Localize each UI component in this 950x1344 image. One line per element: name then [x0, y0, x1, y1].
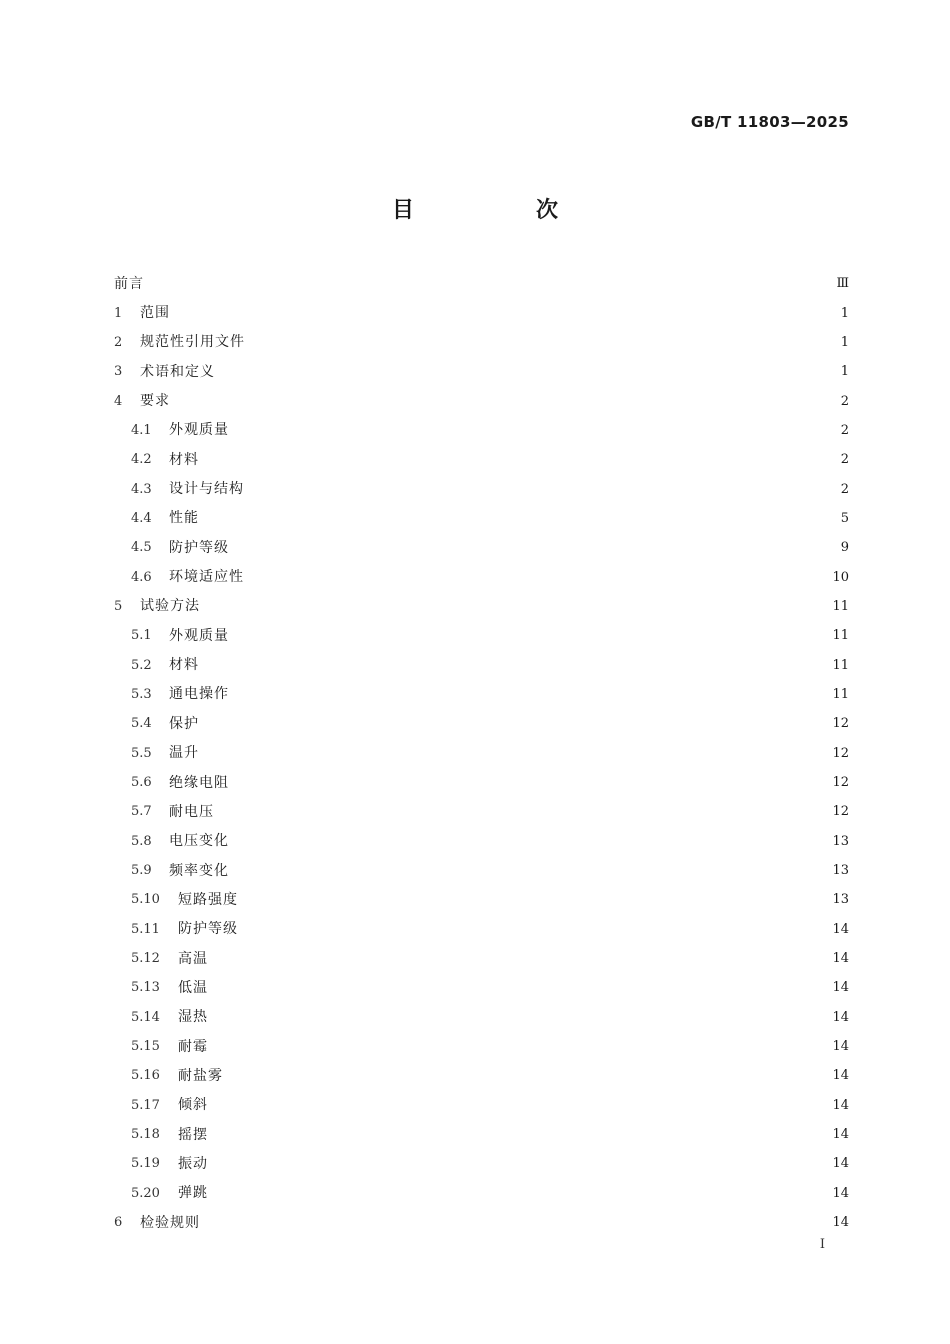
- toc-entry-page: 14: [832, 1009, 849, 1025]
- toc-entry[interactable]: [114, 533, 849, 562]
- toc-entry-number: 5.20: [131, 1185, 160, 1201]
- toc-entry[interactable]: [114, 504, 849, 533]
- toc-entry-label: 弹跳: [178, 1185, 208, 1202]
- toc-entry[interactable]: [114, 386, 849, 415]
- toc-entry-label: 倾斜: [178, 1097, 208, 1114]
- toc-entry-label: 范围: [140, 305, 170, 322]
- toc-entry-page: 1: [840, 305, 849, 321]
- toc-entry[interactable]: [114, 445, 849, 474]
- toc-entry-page: 1: [840, 334, 849, 350]
- page-title: 目 次: [391, 198, 608, 223]
- toc-entry-page: 11: [832, 628, 849, 644]
- toc-entry[interactable]: [114, 474, 849, 503]
- toc-entry-number: 4.1: [131, 422, 152, 438]
- dot-leader: [214, 952, 826, 966]
- dot-leader: [220, 805, 826, 819]
- toc-entry-number: 5.9: [131, 863, 152, 879]
- dot-leader: [235, 541, 829, 555]
- dot-leader: [205, 453, 829, 467]
- toc-entry-page: 12: [832, 804, 849, 820]
- toc-entry-number: 4.6: [131, 569, 152, 585]
- dot-leader: [214, 1098, 826, 1112]
- dot-leader: [235, 864, 826, 878]
- toc-entry-page: 9: [840, 540, 849, 556]
- toc-entry-label: 耐霉: [178, 1038, 208, 1055]
- toc-entry-number: 4: [114, 393, 123, 409]
- toc-entry[interactable]: [114, 680, 849, 709]
- toc-entry-number: 5.3: [131, 686, 152, 702]
- dot-leader: [205, 746, 826, 760]
- dot-leader: [251, 335, 829, 349]
- toc-entry-number: 3: [114, 364, 123, 380]
- dot-leader: [221, 365, 829, 379]
- toc-entry[interactable]: [114, 797, 849, 826]
- toc-entry-label: 电压变化: [169, 833, 229, 850]
- toc-entry[interactable]: [114, 885, 849, 914]
- toc-entry-label: 保护: [169, 715, 199, 732]
- dot-leader: [235, 834, 826, 848]
- toc-entry-label: 短路强度: [178, 891, 238, 908]
- toc-entry-number: 5.13: [131, 980, 160, 996]
- dot-leader: [250, 570, 826, 584]
- dot-leader: [206, 1216, 826, 1230]
- toc-entry-page: 14: [832, 1127, 849, 1143]
- toc-entry[interactable]: [114, 827, 849, 856]
- dot-leader: [214, 1040, 826, 1054]
- toc-entry-number: 5.16: [131, 1068, 160, 1084]
- toc-entry-page: 14: [832, 980, 849, 996]
- toc-entry-page: 12: [832, 775, 849, 791]
- toc-entry-page: 10: [832, 569, 849, 585]
- toc-entry[interactable]: [114, 739, 849, 768]
- toc-entry-number: 4.2: [131, 452, 152, 468]
- dot-leader: [214, 1010, 826, 1024]
- toc-entry-number: 5.19: [131, 1156, 160, 1172]
- toc-entry-page: 12: [832, 716, 849, 732]
- toc-entry-number: 5.5: [131, 745, 152, 761]
- dot-leader: [214, 1157, 826, 1171]
- toc-entry-label: 试验方法: [140, 598, 200, 615]
- toc-entry-number: 5.18: [131, 1127, 160, 1143]
- toc-entry-page: 2: [840, 481, 849, 497]
- dot-leader: [205, 511, 829, 525]
- toc-entry-page: 2: [840, 452, 849, 468]
- toc-entry-label: 低温: [178, 979, 208, 996]
- dot-leader: [214, 1186, 826, 1200]
- toc-entry-page: 14: [832, 1068, 849, 1084]
- toc-entry-number: 5.12: [131, 951, 160, 967]
- toc-entry-number: 5.7: [131, 804, 152, 820]
- toc-entry[interactable]: [114, 768, 849, 797]
- toc-entry-label: 绝缘电阻: [169, 774, 229, 791]
- toc-entry[interactable]: [114, 856, 849, 885]
- toc-entry-label: 高温: [178, 950, 208, 967]
- toc-entry-page: 14: [832, 921, 849, 937]
- toc-entry-label: 外观质量: [169, 627, 229, 644]
- toc-entry-number: 5: [114, 598, 123, 614]
- dot-leader: [214, 981, 826, 995]
- dot-leader: [229, 1069, 826, 1083]
- toc-entry[interactable]: [114, 650, 849, 679]
- dot-leader: [250, 482, 829, 496]
- toc-entry-page: Ⅲ: [836, 276, 849, 292]
- toc-entry[interactable]: [114, 1032, 849, 1061]
- toc-entry-page: 2: [840, 422, 849, 438]
- toc-entry-page: 14: [832, 1185, 849, 1201]
- dot-leader: [205, 658, 826, 672]
- toc-entry[interactable]: [114, 709, 849, 738]
- dot-leader: [244, 922, 826, 936]
- toc-entry-label: 性能: [169, 510, 199, 527]
- dot-leader: [206, 599, 826, 613]
- toc-entry-label: 检验规则: [140, 1214, 200, 1231]
- toc-entry[interactable]: [114, 328, 849, 357]
- toc-entry[interactable]: [114, 1179, 849, 1208]
- toc-entry[interactable]: [114, 357, 849, 386]
- toc-entry-number: 5.17: [131, 1097, 160, 1113]
- toc-entry-label: 耐电压: [169, 803, 214, 820]
- toc-entry-number: 5.2: [131, 657, 152, 673]
- toc-entry-page: 11: [832, 686, 849, 702]
- toc-entry-page: 1: [840, 364, 849, 380]
- toc-entry-page: 14: [832, 1156, 849, 1172]
- toc-entry-label: 耐盐雾: [178, 1067, 223, 1084]
- toc-entry[interactable]: [114, 944, 849, 973]
- toc-entry[interactable]: [114, 1091, 849, 1120]
- toc-entry[interactable]: [114, 1003, 849, 1032]
- toc-entry[interactable]: [114, 592, 849, 621]
- toc-entry-label: 材料: [169, 657, 199, 674]
- toc-entry-number: 5.1: [131, 628, 152, 644]
- toc-entry-page: 2: [840, 393, 849, 409]
- toc-entry[interactable]: [114, 1120, 849, 1149]
- toc-entry[interactable]: [114, 1061, 849, 1090]
- toc-entry-page: 14: [832, 1039, 849, 1055]
- toc-entry-label: 设计与结构: [169, 481, 244, 498]
- toc-entry-label: 要求: [140, 393, 170, 410]
- dot-leader: [205, 717, 826, 731]
- dot-leader: [235, 776, 826, 790]
- toc-entry[interactable]: [114, 269, 849, 298]
- toc-entry[interactable]: [114, 562, 849, 591]
- toc-entry-label: 环境适应性: [169, 569, 244, 586]
- toc-entry-number: 5.10: [131, 892, 160, 908]
- toc-entry-number: 5.4: [131, 716, 152, 732]
- toc-entry-label: 防护等级: [169, 539, 229, 556]
- toc-entry-label: 振动: [178, 1155, 208, 1172]
- toc-entry-page: 11: [832, 598, 849, 614]
- toc-entry-number: 1: [114, 305, 123, 321]
- toc-entry-number: 5.15: [131, 1039, 160, 1055]
- dot-leader: [176, 306, 829, 320]
- toc-entry-number: 5.14: [131, 1009, 160, 1025]
- toc-entry-number: 4.3: [131, 481, 152, 497]
- toc-entry-page: 13: [832, 863, 849, 879]
- toc-entry-label: 外观质量: [169, 422, 229, 439]
- toc-entry-label: 术语和定义: [140, 363, 215, 380]
- toc-entry-number: 4.4: [131, 510, 152, 526]
- toc-entry-page: 11: [832, 657, 849, 673]
- toc-entry[interactable]: [114, 621, 849, 650]
- page-number: I: [819, 1237, 825, 1252]
- toc-entry-number: 5.11: [131, 921, 160, 937]
- dot-leader: [235, 687, 826, 701]
- dot-leader: [150, 277, 829, 291]
- toc-entry[interactable]: [114, 915, 849, 944]
- dot-leader: [244, 893, 826, 907]
- toc-entry-page: 14: [832, 951, 849, 967]
- toc-entry-label: 防护等级: [178, 921, 238, 938]
- toc-entry-label: 通电操作: [169, 686, 229, 703]
- toc-entry-page: 12: [832, 745, 849, 761]
- toc-entry-page: 13: [832, 892, 849, 908]
- dot-leader: [176, 394, 829, 408]
- toc-entry-number: 5.8: [131, 833, 152, 849]
- dot-leader: [235, 629, 826, 643]
- toc-entry-label: 频率变化: [169, 862, 229, 879]
- toc-entry[interactable]: [114, 1149, 849, 1178]
- toc-entry[interactable]: [114, 973, 849, 1002]
- toc-entry-page: 13: [832, 833, 849, 849]
- standard-number: GB/T 11803—2025: [690, 113, 849, 131]
- toc-entry-label: 温升: [169, 745, 199, 762]
- toc-entry-label: 规范性引用文件: [140, 334, 245, 351]
- toc-entry-page: 14: [832, 1215, 849, 1231]
- toc-entry-number: 2: [114, 334, 123, 350]
- table-of-contents: [114, 269, 849, 1237]
- toc-entry-label: 前言: [114, 275, 144, 292]
- toc-entry-label: 材料: [169, 451, 199, 468]
- toc-entry-page: 14: [832, 1097, 849, 1113]
- toc-entry[interactable]: [114, 416, 849, 445]
- toc-entry-label: 湿热: [178, 1009, 208, 1026]
- toc-entry-label: 摇摆: [178, 1126, 208, 1143]
- toc-entry[interactable]: [114, 1208, 849, 1237]
- dot-leader: [235, 423, 829, 437]
- toc-entry[interactable]: [114, 298, 849, 327]
- toc-entry-number: 4.5: [131, 540, 152, 556]
- dot-leader: [214, 1128, 826, 1142]
- toc-entry-number: 6: [114, 1215, 123, 1231]
- toc-entry-number: 5.6: [131, 775, 152, 791]
- toc-entry-page: 5: [840, 510, 849, 526]
